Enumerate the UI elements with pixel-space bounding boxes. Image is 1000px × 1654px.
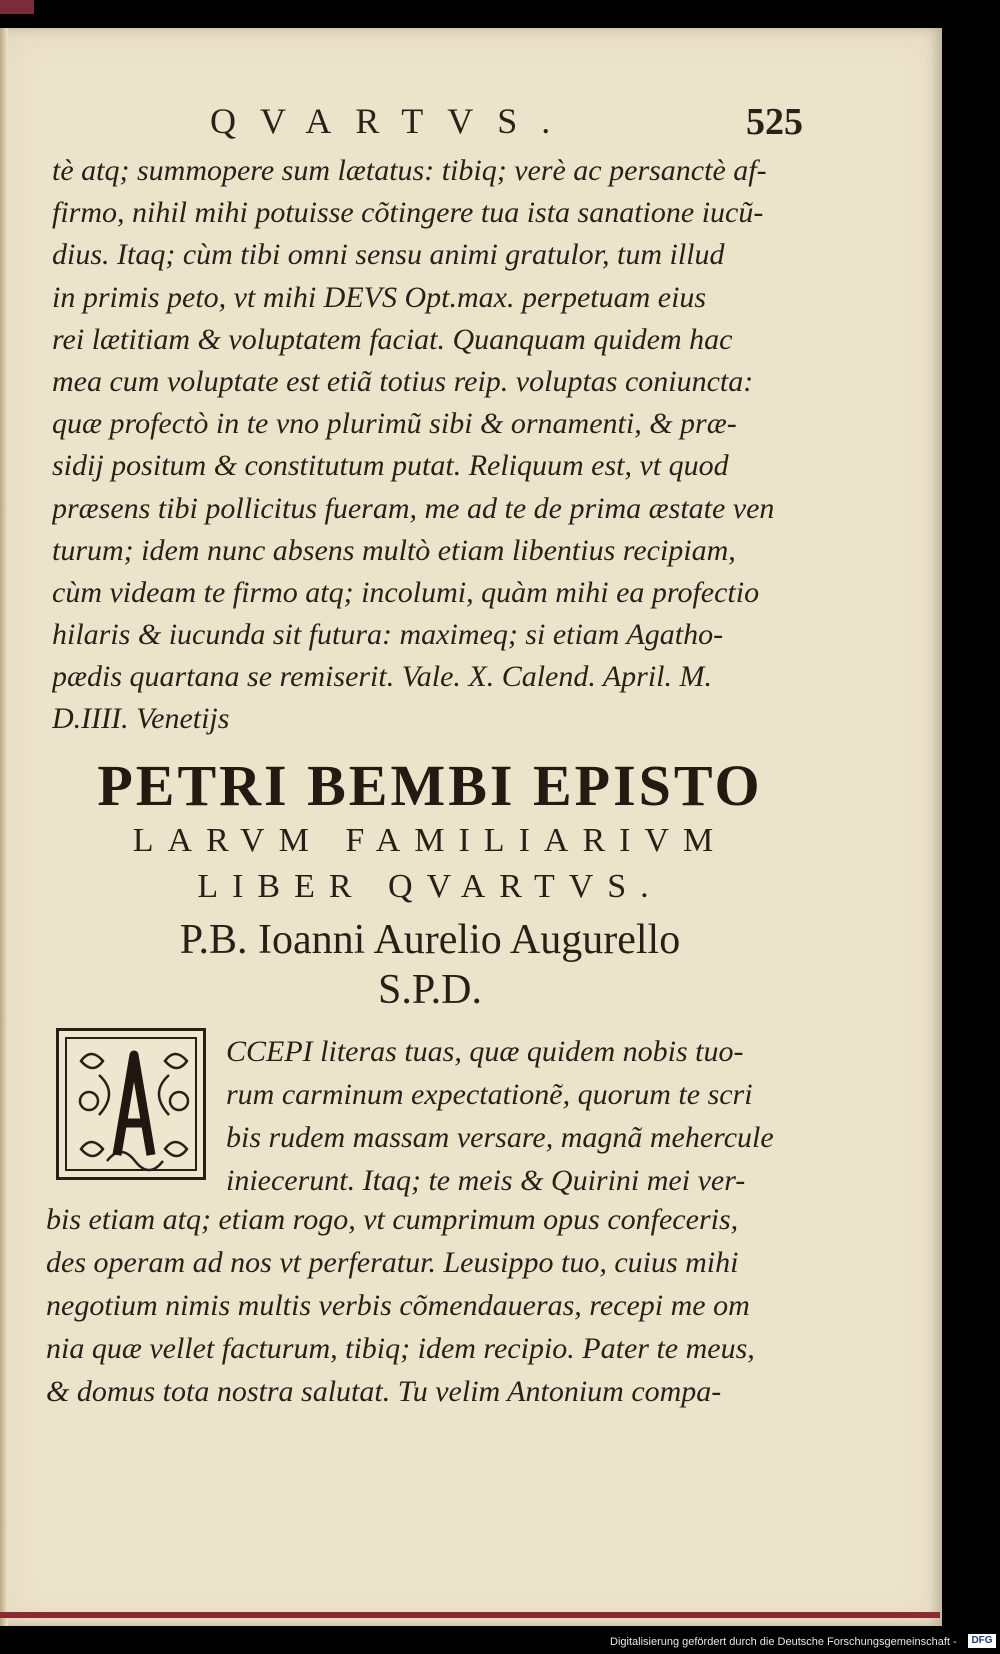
page-edge-shadow <box>0 28 8 1626</box>
text-line: in primis peto, vt mihi DEVS Opt.max. perpetuam eius <box>52 280 707 314</box>
previous-letter-ending <box>52 150 812 741</box>
text-line: rei lætitiam & voluptatem faciat. Quanquam quidem hac <box>52 322 733 356</box>
text-line: firmo, nihil mihi potuisse cõtingere tua ista sanatione iucũ- <box>52 196 764 230</box>
text-line: turum; idem nunc absens multò etiam libentius recipiam, <box>52 533 736 567</box>
text-line: & domus tota nostra salutat. Tu velim Antonium compa- <box>46 1375 722 1408</box>
text-line: mea cum voluptate est etiã totius reip. voluptas coniuncta: <box>52 364 754 398</box>
text-line: tè atq; summopere sum lætatus: tibiq; verè ac persanctè af- <box>52 154 767 187</box>
text-line: pædis quartana se remiserit. Vale. X. Calend. April. M. <box>52 660 712 694</box>
text-line: cùm videam te firmo atq; incolumi, quàm mihi ea profectio <box>52 575 760 609</box>
funding-credit: Digitalisierung gefördert durch die Deutsche Forschungsgemeinschaft - <box>610 1636 957 1648</box>
initial-ornament-icon <box>59 1031 209 1183</box>
text-line: præsens tibi pollicitus fueram, me ad te de prima æstate ven <box>52 491 775 525</box>
letter-salutation: S.P.D. <box>378 967 482 1013</box>
new-letter-opening <box>226 1030 806 1202</box>
letter-addressee: P.B. Ioanni Aurelio Augurello <box>179 917 681 963</box>
new-letter-body <box>46 1198 816 1413</box>
text-line: CCEPI literas tuas, quæ quidem nobis tuo- <box>226 1035 744 1068</box>
running-head: QVARTVS. <box>210 101 575 141</box>
text-line: des operam ad nos vt perferatur. Leusippo tuo, cuius mihi <box>46 1246 739 1279</box>
decorated-initial <box>56 1028 206 1180</box>
dfg-logo: DFG <box>968 1634 996 1648</box>
corner-color-mark <box>0 0 34 14</box>
text-line: bis etiam atq; etiam rogo, vt cumprimum opus confeceris, <box>46 1203 739 1236</box>
text-line: quæ profectò in te vno plurimũ sibi & ornamenti, & præ- <box>52 407 737 441</box>
book-title-line-3: LIBER QVARTVS. <box>197 868 663 905</box>
text-line: bis rudem massam versare, magnã mehercule <box>226 1121 774 1154</box>
page-number: 525 <box>746 101 803 143</box>
text-line: negotium nimis multis verbis cõmendaueras, recepi me om <box>46 1289 750 1322</box>
text-line: hilaris & iucunda sit futura: maximeq; si etiam Agatho- <box>52 618 724 652</box>
book-title: PETRI BEMBI EPISTO <box>97 753 763 818</box>
book-title-line-2: LARVM FAMILIARIVM <box>132 822 728 859</box>
text-line: D.IIII. Venetijs <box>52 702 230 736</box>
text-line: iniecerunt. Itaq; te meis & Quirini mei ver- <box>226 1164 746 1197</box>
page-bottom-edge <box>0 1612 940 1618</box>
text-line: dius. Itaq; cùm tibi omni sensu animi gratulor, tum illud <box>52 238 725 272</box>
text-line: sidij positum & constitutum putat. Reliquum est, vt quod <box>52 449 729 483</box>
text-line: nia quæ vellet facturum, tibiq; idem recipio. Pater te meus, <box>46 1332 755 1365</box>
text-line: rum carminum expectationẽ, quorum te scri <box>226 1078 753 1111</box>
